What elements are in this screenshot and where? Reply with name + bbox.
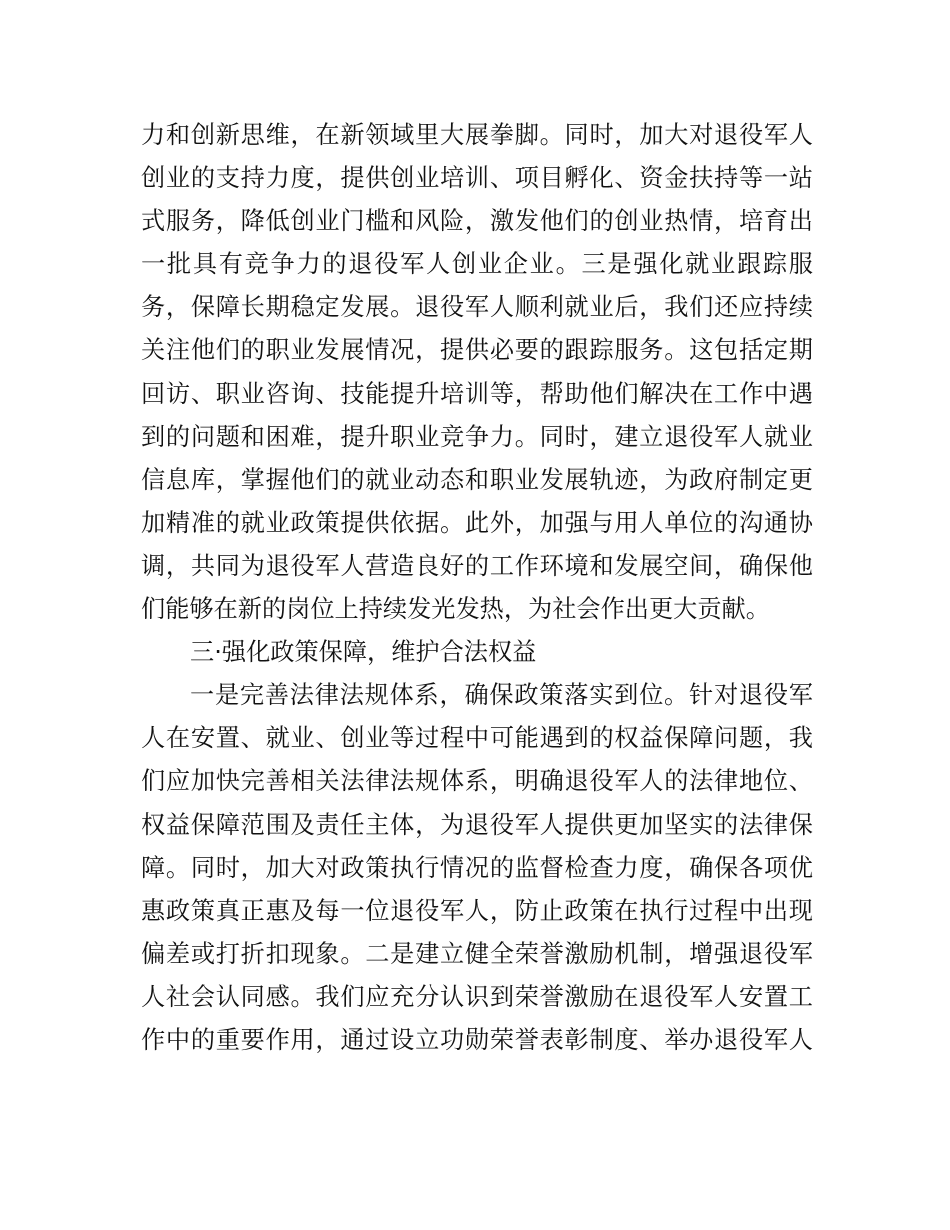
paragraph-1-line-8: 到的问题和困难，提升职业竞争力。同时，建立退役军人就业	[141, 422, 813, 451]
paragraph-2-line-3: 们应加快完善相关法律法规体系，明确退役军人的法律地位、	[141, 767, 813, 796]
paragraph-1-line-4: 一批具有竞争力的退役军人创业企业。三是强化就业跟踪服	[141, 250, 813, 279]
paragraph-1-line-6: 关注他们的职业发展情况，提供必要的跟踪服务。这包括定期	[141, 336, 813, 365]
paragraph-1-line-9: 信息库，掌握他们的就业动态和职业发展轨迹，为政府制定更	[141, 465, 813, 494]
paragraph-1-line-10: 加精准的就业政策提供依据。此外，加强与用人单位的沟通协	[141, 508, 813, 537]
section-heading: 三·强化政策保障，维护合法权益	[190, 638, 537, 667]
paragraph-1-line-12: 们能够在新的岗位上持续发光发热，为社会作出更大贡献。	[141, 595, 770, 624]
paragraph-1-line-1: 力和创新思维，在新领域里大展拳脚。同时，加大对退役军人	[141, 121, 813, 149]
paragraph-1-line-3: 式服务，降低创业门槛和风险，激发他们的创业热情，培育出	[141, 207, 813, 236]
paragraph-2-line-7: 偏差或打折扣现象。二是建立健全荣誉激励机制，增强退役军	[141, 939, 813, 968]
paragraph-2-line-1: 一是完善法律法规体系，确保政策落实到位。针对退役军	[190, 681, 813, 710]
paragraph-2-line-9: 作中的重要作用，通过设立功勋荣誉表彰制度、举办退役军人	[141, 1025, 813, 1054]
paragraph-1-line-2: 创业的支持力度，提供创业培训、项目孵化、资金扶持等一站	[141, 164, 813, 193]
paragraph-2-line-8: 人社会认同感。我们应充分认识到荣誉激励在退役军人安置工	[141, 982, 813, 1011]
paragraph-1-line-5: 务，保障长期稳定发展。退役军人顺利就业后，我们还应持续	[141, 293, 813, 322]
paragraph-2-line-2: 人在安置、就业、创业等过程中可能遇到的权益保障问题，我	[141, 724, 813, 753]
paragraph-1-line-11: 调，共同为退役军人营造良好的工作环境和发展空间，确保他	[141, 551, 813, 580]
paragraph-1-line-7: 回访、职业咨询、技能提升培训等，帮助他们解决在工作中遇	[141, 379, 813, 408]
paragraph-2-line-6: 惠政策真正惠及每一位退役军人，防止政策在执行过程中出现	[141, 896, 813, 925]
paragraph-2-line-4: 权益保障范围及责任主体，为退役军人提供更加坚实的法律保	[141, 810, 813, 839]
document-body	[141, 114, 813, 1062]
paragraph-2-line-5: 障。同时，加大对政策执行情况的监督检查力度，确保各项优	[141, 853, 813, 882]
